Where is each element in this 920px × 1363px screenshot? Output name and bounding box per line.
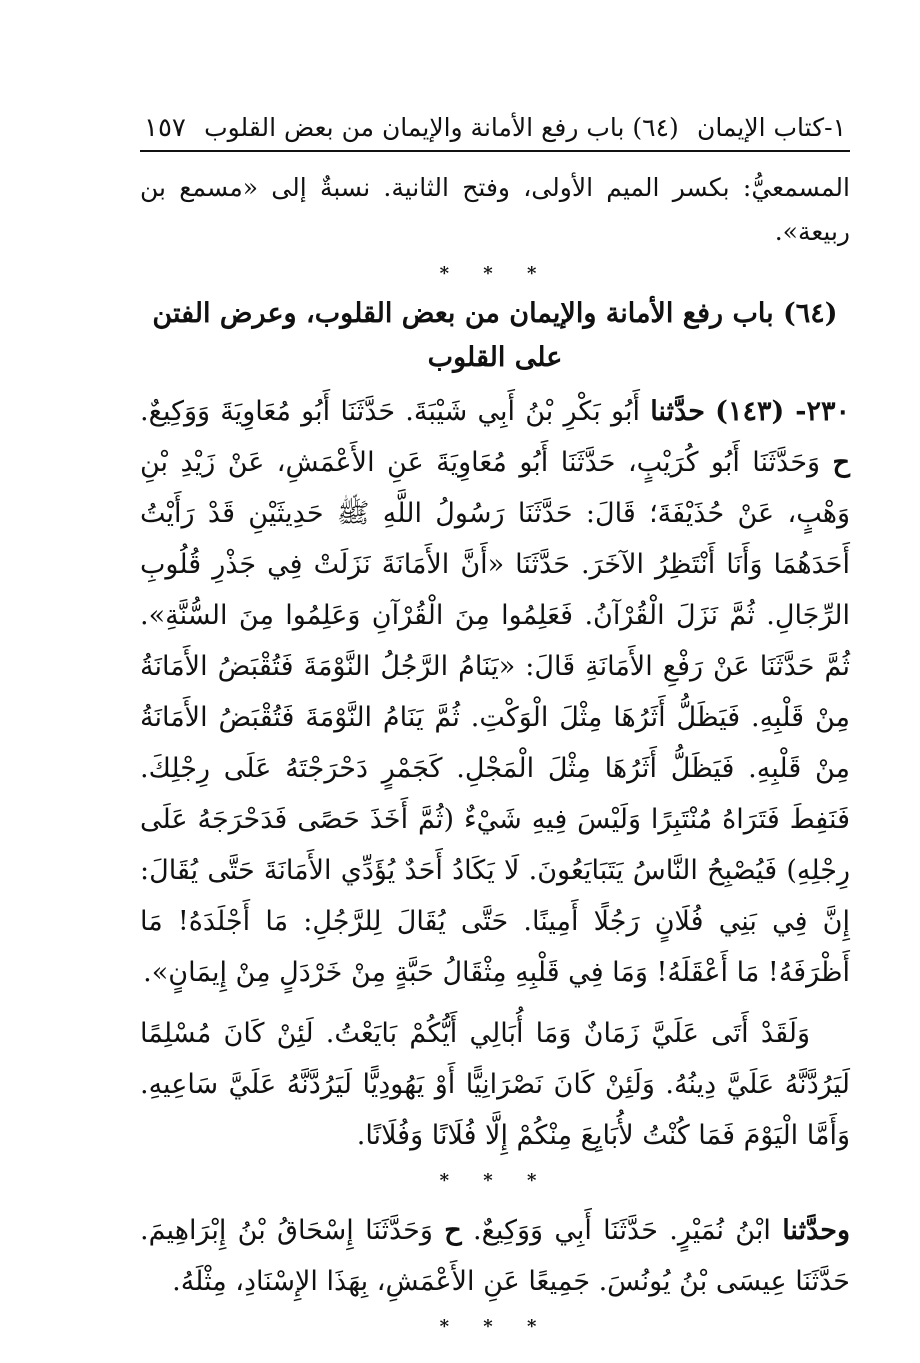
book-title: ١-كتاب الإيمان: [696, 113, 846, 142]
hadith-isnad-2a: ابْنُ نُمَيْرٍ. حَدَّثَنَا أَبِي وَوَكِيعٌ.: [472, 1215, 771, 1246]
section-separator-2: * * *: [439, 1170, 551, 1191]
hadith-parallel-chain: [140, 1205, 850, 1307]
hadith-230-continuation: وَلَقَدْ أَتَى عَلَيَّ زَمَانٌ وَمَا أُبَالِي أَيُّكُمْ بَايَعْتُ. لَئِنْ كَانَ مُسْلِمًا لَيَرُدَّنَّهُ عَلَيَّ دِينُهُ. وَلَئِنْ كَانَ نَصْرَانِيًّا أَوْ يَهُودِيًّا لَيَرُدَّنَّهُ عَلَيَّ سَاعِيهِ. وَأَمَّا الْيَوْمَ فَمَا كُنْتُ لأُبَايِعَ مِنْكُمْ إِلَّا فُلَانًا وَفُلَانًا.: [140, 1018, 850, 1151]
section-separator-3: * * *: [439, 1316, 551, 1337]
running-head: [140, 110, 850, 152]
section-separator: * * *: [439, 263, 551, 284]
hadith-lead-2: وحدَّثنا: [782, 1215, 850, 1246]
running-chapter-title: (٦٤) باب رفع الأمانة والإيمان من بعض القلوب: [204, 113, 679, 142]
tahwil-symbol-2: ح: [444, 1215, 462, 1246]
tahwil-symbol: ح: [832, 447, 850, 478]
chapter-heading: (٦٤) باب رفع الأمانة والإيمان من بعض القلوب، وعرض الفتن على القلوب: [152, 298, 838, 373]
hadith-lead: حدَّثنا: [650, 396, 705, 427]
hadith-230: [140, 386, 850, 998]
carryover-note: المسمعيُّ: بكسر الميم الأولى، وفتح الثانية. نسبةٌ إلى «مسمع بن ربيعة».: [140, 173, 850, 246]
page-number: ١٥٧: [144, 113, 186, 143]
hadith-isnad-2b: وَحَدَّثَنَا إِسْحَاقُ بْنُ إِبْرَاهِيمَ. حَدَّثَنَا عِيسَى بْنُ يُونُسَ. جَمِيعًا عَنِ الأَعْمَشِ، بِهَذَا الإِسْنَادِ، مِثْلَهُ.: [140, 1215, 850, 1297]
hadith-isnad-a: أَبُو بَكْرِ بْنُ أَبِي شَيْبَةَ. حَدَّثَنَا أَبُو مُعَاوِيَةَ وَوَكِيعٌ.: [140, 396, 640, 427]
hadith-text: وَحَدَّثَنَا أَبُو كُرَيْبٍ، حَدَّثَنَا أَبُو مُعَاوِيَةَ عَنِ الأَعْمَشِ، عَنْ زَيْدِ بْنِ وَهْبٍ، عَنْ حُذَيْفَةَ؛ قَالَ: حَدَّثَنَا رَسُولُ اللَّهِ ﷺ حَدِيثَيْنِ قَدْ رَأَيْتُ أَحَدَهُمَا وَأَنَا أَنْتَظِرُ الآخَرَ. حَدَّثَنَا «أَنَّ الأَمَانَةَ نَزَلَتْ فِي جَذْرِ قُلُوبِ الرِّجَالِ. ثُمَّ نَزَلَ الْقُرْآنُ. فَعَلِمُوا مِنَ الْقُرْآنِ وَعَلِمُوا مِنَ السُّنَّةِ». ثُمَّ حَدَّثَنَا عَنْ رَفْعِ الأَمَانَةِ قَالَ: «يَنَامُ الرَّجُلُ النَّوْمَةَ فَتُقْبَضُ الأَمَانَةُ مِنْ قَلْبِهِ. فَيَظَلُّ أَثَرُهَا مِثْلَ الْوَكْتِ. ثُمَّ يَنَامُ النَّوْمَةَ فَتُقْبَضُ الأَمَانَةُ مِنْ قَلْبِهِ. فَيَظَلُّ أَثَرُهَا مِثْلَ الْمَجْلِ. كَجَمْرٍ دَحْرَجْتَهُ عَلَى رِجْلِكَ. فَنَفِطَ فَتَرَاهُ مُنْتَبِرًا وَلَيْسَ فِيهِ شَيْءٌ (ثُمَّ أَخَذَ حَصًى فَدَحْرَجَهُ عَلَى رِجْلِهِ) فَيُصْبِحُ النَّاسُ يَتَبَايَعُونَ. لَا يَكَادُ أَحَدٌ يُؤَدِّي الأَمَانَةَ حَتَّى يُقَالَ: إِنَّ فِي بَنِي فُلَانٍ رَجُلًا أَمِينًا. حَتَّى يُقَالَ لِلرَّجُلِ: مَا أَجْلَدَهُ! مَا أَظْرَفَهُ! مَا أَعْقَلَهُ! وَمَا فِي قَلْبِهِ مِثْقَالُ حَبَّةٍ مِنْ خَرْدَلٍ مِنْ إِيمَانٍ».: [140, 447, 850, 988]
hadith-number: ٢٣٠- (١٤٣): [715, 396, 850, 427]
